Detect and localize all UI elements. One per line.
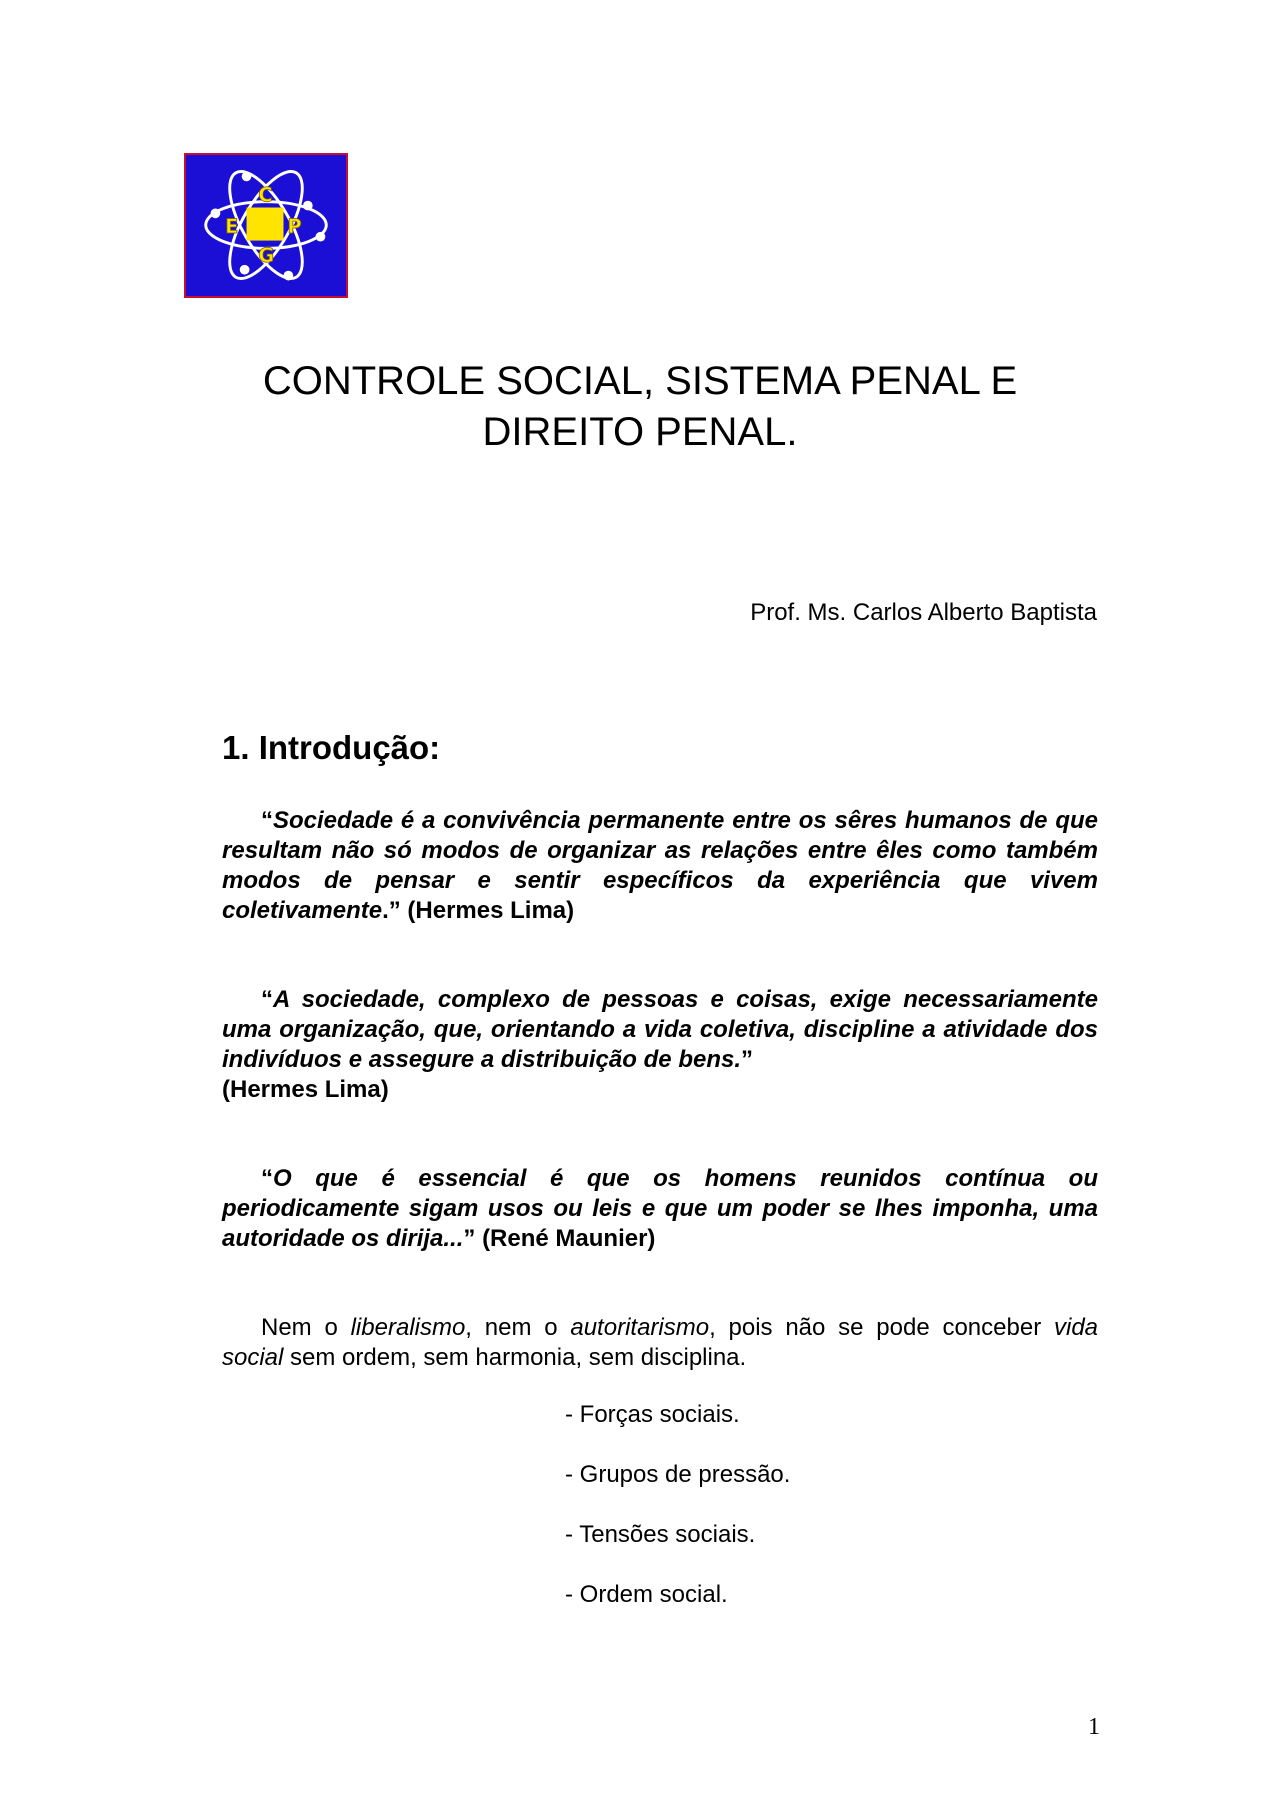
- list-item: - Tensões sociais.: [565, 1521, 756, 1548]
- paragraph-italic-vida-social: vida social: [222, 1314, 1099, 1371]
- quote-1-close: .”: [382, 897, 408, 924]
- logo-letter-e: E: [225, 214, 239, 238]
- paragraph-text-4: sem ordem, sem harmonia, sem disciplina.: [283, 1344, 747, 1371]
- paragraph-italic-liberalismo: liberalismo: [350, 1314, 466, 1341]
- title-line-2: DIREITO PENAL.: [482, 410, 798, 454]
- topic-list: [565, 1400, 790, 1640]
- body-paragraph: [222, 1313, 1098, 1373]
- paragraph-italic-autoritarismo: autoritarismo: [570, 1314, 710, 1341]
- quote-2: [222, 985, 1098, 1105]
- paragraph-text-2: , nem o: [465, 1314, 571, 1341]
- quote-2-text: A sociedade, complexo de pessoas e coisas, exige necessariamente uma organização, que, orientando a vida coletiva, discipline a atividade dos indivíduos e assegure a distribuição de bens.: [222, 986, 1098, 1073]
- list-item: - Grupos de pressão.: [565, 1461, 791, 1488]
- document-title: [150, 356, 1130, 458]
- atom-icon: [186, 155, 346, 296]
- list-item: - Ordem social.: [565, 1581, 728, 1608]
- quote-3-text: O que é essencial é que os homens reunidos contínua ou periodicamente sigam usos ou leis e que um poder se lhes imponha, uma autoridade os dirija...: [222, 1165, 1098, 1252]
- quote-3: [222, 1164, 1098, 1254]
- paragraph-text-3: , pois não se pode conceber: [709, 1314, 1054, 1341]
- list-item: - Forças sociais.: [565, 1401, 740, 1428]
- atom-logo: [184, 153, 348, 298]
- quote-3-open: “: [261, 1165, 273, 1192]
- page-number: 1: [1088, 1714, 1100, 1740]
- section-heading: 1. Introdução:: [222, 729, 441, 766]
- quote-1-text: Sociedade é a convivência permanente entre os sêres humanos de que resultam não só modos de organizar as relações entre êles como também modos de pensar e sentir específicos da experiência que vivem coletivamente: [222, 807, 1098, 924]
- title-line-1: CONTROLE SOCIAL, SISTEMA PENAL E: [262, 359, 1018, 403]
- quote-1: [222, 806, 1098, 926]
- quote-1-open: “: [261, 807, 273, 834]
- quote-2-open: “: [261, 986, 273, 1013]
- logo-letter-c: C: [258, 183, 273, 207]
- quote-2-close: ”: [741, 1046, 753, 1073]
- nucleus: [247, 208, 284, 241]
- paragraph-text-1: Nem o: [261, 1314, 351, 1341]
- logo-letter-p: P: [287, 214, 302, 238]
- quote-3-close: ”: [463, 1225, 483, 1252]
- quote-2-source: (Hermes Lima): [222, 1076, 389, 1103]
- author-line: Prof. Ms. Carlos Alberto Baptista: [750, 599, 1097, 626]
- quote-3-source: (René Maunier): [482, 1225, 656, 1252]
- quote-1-source: (Hermes Lima): [407, 897, 575, 924]
- logo-letter-g: G: [258, 243, 275, 267]
